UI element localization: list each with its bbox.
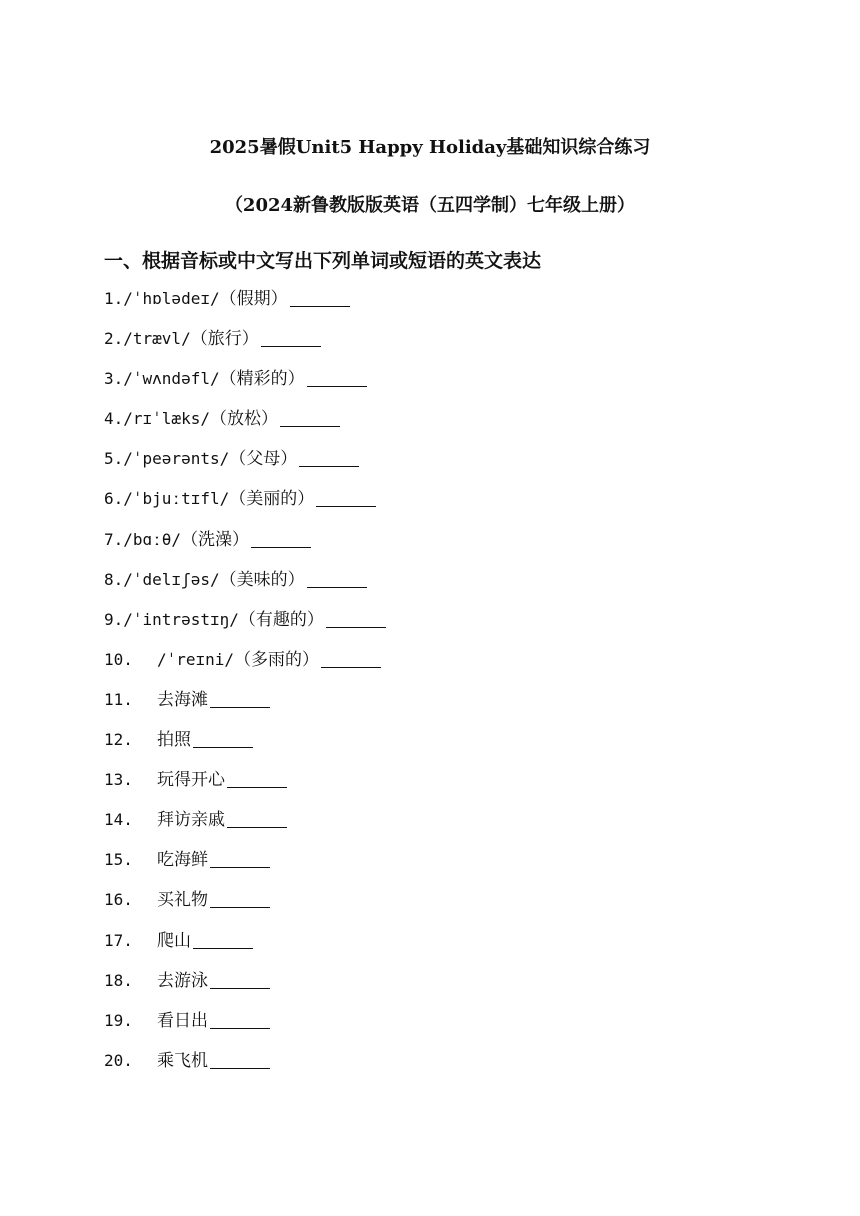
answer-blank[interactable]	[227, 769, 287, 788]
item-number: 8.	[104, 569, 124, 589]
answer-blank[interactable]	[210, 970, 270, 989]
item-phonetic: /ˈreɪni/	[157, 649, 235, 669]
answer-blank[interactable]	[321, 649, 381, 668]
exercise-item-2	[104, 328, 804, 368]
item-chinese: （美味的）	[219, 569, 305, 590]
answer-blank[interactable]	[326, 609, 386, 628]
item-chinese: 拍照	[157, 730, 191, 751]
item-chinese: （旅行）	[190, 329, 259, 350]
item-number: 6.	[104, 489, 124, 509]
answer-blank[interactable]	[290, 288, 350, 307]
item-phonetic: /ˈhɒlədeɪ/	[123, 289, 220, 308]
item-number: 5.	[104, 449, 124, 469]
item-number: 16.	[104, 890, 133, 910]
answer-blank[interactable]	[227, 809, 287, 828]
answer-blank[interactable]	[280, 408, 340, 427]
item-number: 2.	[104, 329, 124, 349]
answer-blank[interactable]	[307, 569, 367, 588]
item-chinese: 买礼物	[157, 890, 208, 911]
item-chinese: 去海滩	[157, 689, 208, 710]
exercise-item-16	[104, 889, 804, 929]
item-number: 1.	[104, 289, 124, 308]
item-chinese: （多雨的）	[234, 649, 320, 670]
exercise-item-4	[104, 408, 804, 448]
exercise-item-12	[104, 729, 804, 769]
item-number: 9.	[104, 609, 124, 629]
document-title: 2025暑假Unit5 Happy Holiday基础知识综合练习	[209, 137, 651, 158]
item-number: 14.	[104, 810, 133, 830]
exercise-item-9	[104, 609, 804, 649]
item-number: 3.	[104, 369, 124, 389]
item-phonetic: /rɪˈlæks/	[123, 409, 210, 429]
item-number: 4.	[104, 409, 124, 429]
item-chinese: （父母）	[229, 449, 298, 470]
item-number: 15.	[104, 850, 133, 870]
item-number: 20.	[104, 1050, 133, 1070]
answer-blank[interactable]	[261, 328, 321, 347]
answer-blank[interactable]	[316, 488, 376, 507]
answer-blank[interactable]	[210, 1050, 270, 1069]
item-chinese: （假期）	[219, 289, 288, 309]
item-phonetic: /ˈdelɪʃəs/	[123, 569, 220, 589]
item-phonetic: /ˈwʌndəfl/	[123, 369, 220, 389]
exercise-item-11	[104, 689, 804, 729]
document-subtitle: （2024新鲁教版版英语（五四学制）七年级上册）	[224, 195, 636, 216]
answer-blank[interactable]	[210, 689, 270, 708]
item-phonetic: /ˈpeərənts/	[123, 449, 230, 469]
exercise-item-7	[104, 529, 804, 569]
exercise-list	[104, 288, 804, 1090]
exercise-item-3	[104, 368, 804, 408]
item-chinese: （放松）	[209, 409, 278, 430]
item-number: 17.	[104, 930, 133, 950]
item-chinese: 玩得开心	[157, 770, 225, 791]
section-heading: 一、根据音标或中文写出下列单词或短语的英文表达	[104, 250, 542, 272]
item-number: 18.	[104, 970, 133, 990]
exercise-item-8	[104, 569, 804, 609]
exercise-item-15	[104, 849, 804, 889]
exercise-item-18	[104, 970, 804, 1010]
item-chinese: 看日出	[157, 1010, 208, 1031]
item-phonetic: /bɑːθ/	[123, 529, 182, 549]
item-chinese: （美丽的）	[229, 489, 315, 510]
item-phonetic: /ˈintrəstɪŋ/	[123, 609, 239, 629]
answer-blank[interactable]	[210, 849, 270, 868]
exercise-item-17	[104, 930, 804, 970]
item-number: 11.	[104, 689, 133, 709]
answer-blank[interactable]	[307, 368, 367, 387]
exercise-item-5	[104, 448, 804, 488]
exercise-item-6	[104, 488, 804, 528]
exercise-item-10	[104, 649, 804, 689]
item-chinese: （洗澡）	[181, 529, 250, 550]
item-chinese: 乘飞机	[157, 1050, 208, 1071]
exercise-item-13	[104, 769, 804, 809]
item-chinese: （有趣的）	[238, 609, 324, 630]
item-chinese: 去游泳	[157, 970, 208, 991]
answer-blank[interactable]	[210, 889, 270, 908]
item-phonetic: /ˈbjuːtɪfl/	[123, 489, 230, 509]
exercise-item-20	[104, 1050, 804, 1090]
item-chinese: 爬山	[157, 930, 191, 951]
item-chinese: 吃海鲜	[157, 850, 208, 871]
item-phonetic: /trævl/	[123, 329, 191, 349]
answer-blank[interactable]	[299, 448, 359, 467]
exercise-item-19	[104, 1010, 804, 1050]
exercise-item-14	[104, 809, 804, 849]
item-number: 13.	[104, 770, 133, 790]
item-chinese: （精彩的）	[219, 369, 305, 390]
item-number: 19.	[104, 1010, 133, 1030]
item-number: 7.	[104, 529, 124, 549]
answer-blank[interactable]	[193, 930, 253, 949]
item-number: 10.	[104, 649, 133, 669]
answer-blank[interactable]	[193, 729, 253, 748]
exercise-item-1	[104, 288, 804, 328]
answer-blank[interactable]	[251, 529, 311, 548]
item-number: 12.	[104, 730, 133, 750]
answer-blank[interactable]	[210, 1010, 270, 1029]
item-chinese: 拜访亲戚	[157, 810, 225, 831]
